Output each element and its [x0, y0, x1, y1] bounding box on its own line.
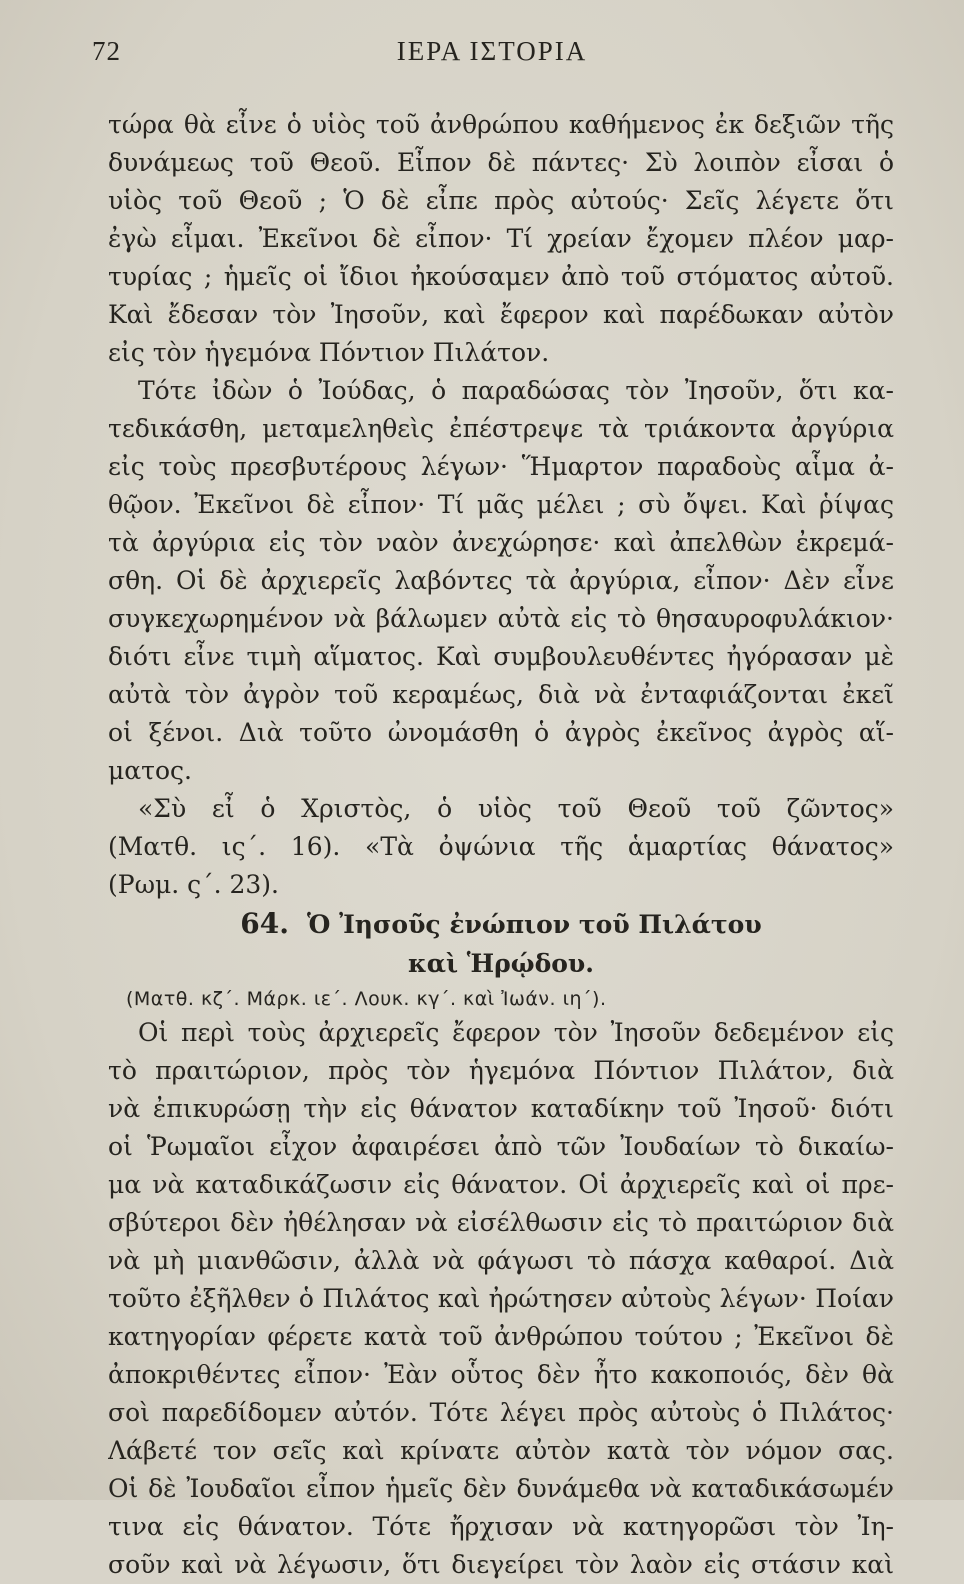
section-heading [108, 904, 894, 1014]
text-line: Οἱ περὶ τοὺς ἀρχιερεῖς ἔφερον τὸν Ἰησοῦν δεδεμένον εἰς [138, 1018, 894, 1047]
text-line: τοῦτο ἐξῆλθεν ὁ Πιλάτος καὶ ἠρώτησεν αὐτοὺς λέγων· Ποίαν [108, 1284, 894, 1313]
text-line: τυρίας ; ἡμεῖς οἱ ἴδιοι ἠκούσαμεν ἀπὸ τοῦ στόματος αὐτοῦ. [108, 262, 894, 291]
section-title: Ὁ Ἰησοῦς ἐνώπιον τοῦ Πιλάτου [307, 910, 762, 939]
text-line: σβύτεροι δὲν ἠθέλησαν νὰ εἰσέλθωσιν εἰς τὸ πραιτώριον διὰ [108, 1208, 894, 1237]
text-line: σοῦν καὶ νὰ λέγωσιν, ὅτι διεγείρει τὸν λαὸν εἰς στάσιν καὶ [108, 1550, 894, 1579]
text-line: διότι εἶνε τιμὴ αἵματος. Καὶ συμβουλευθέντες ἠγόρασαν μὲ [108, 642, 894, 671]
text-line: σθη. Οἱ δὲ ἀρχιερεῖς λαβόντες τὰ ἀργύρια, εἶπον· Δὲν εἶνε [108, 566, 894, 595]
section-number: 64. [240, 907, 290, 940]
text-line: νὰ ἐπικυρώσῃ τὴν εἰς θάνατον καταδίκην τοῦ Ἰησοῦ· διότι [108, 1094, 894, 1123]
text-line: σοὶ παρεδίδομεν αὐτόν. Τότε λέγει πρὸς αὐτοὺς ὁ Πιλάτος· [108, 1398, 894, 1427]
text-line: νὰ μὴ μιανθῶσιν, ἀλλὰ νὰ φάγωσι τὸ πάσχα καθαροί. Διὰ [108, 1246, 894, 1275]
text-line: ματος. [108, 756, 192, 785]
text-line: κατηγορίαν φέρετε κατὰ τοῦ ἀνθρώπου τούτου ; Ἐκεῖνοι δὲ [108, 1322, 894, 1351]
text-line: μα νὰ καταδικάζωσιν εἰς θάνατον. Οἱ ἀρχιερεῖς καὶ οἱ πρε- [108, 1170, 894, 1199]
section-64-text [108, 1014, 894, 1584]
running-title: ΙΕΡΑ ΙΣΤΟΡΙΑ [396, 36, 588, 66]
page-header [92, 36, 892, 76]
gospel-references: (Ματθ. κζ΄. Μάρκ. ιε΄. Λουκ. κγ΄. καὶ Ἰωάν. ιη΄). [126, 988, 607, 1010]
text-line: Οἱ δὲ Ἰουδαῖοι εἶπον ἡμεῖς δὲν δυνάμεθα νὰ καταδικάσωμέν [108, 1474, 894, 1503]
scripture-quote: (Ματθ. ις΄. 16). «Τὰ ὀψώνια τῆς ἁμαρτίας θάνατος» [108, 832, 894, 861]
text-line: ἐγὼ εἶμαι. Ἐκεῖνοι δὲ εἶπον· Τί χρείαν ἔχομεν πλέον μαρ- [108, 224, 894, 253]
scripture-reference: (Ρωμ. ς΄. 23). [108, 870, 280, 899]
text-line: Τότε ἰδὼν ὁ Ἰούδας, ὁ παραδώσας τὸν Ἰησοῦν, ὅτι κα- [138, 376, 894, 405]
text-line: συγκεχωρημένον νὰ βάλωμεν αὐτὰ εἰς τὸ θησαυροφυλάκιον· [108, 604, 894, 633]
text-line: οἱ ξένοι. Διὰ τοῦτο ὠνομάσθη ὁ ἀγρὸς ἐκεῖνος ἀγρὸς αἵ- [108, 718, 894, 747]
text-line: εἰς τὸν ἡγεμόνα Πόντιον Πιλάτον. [108, 338, 550, 367]
text-line: ἀποκριθέντες εἶπον· Ἐὰν οὗτος δὲν ἦτο κακοποιός, δὲν θὰ [108, 1360, 894, 1389]
text-block [108, 106, 894, 1584]
section-title-line2: καὶ Ἡρῴδου. [408, 949, 594, 978]
section-title-line1 [108, 904, 894, 944]
text-line: τεδικάσθη, μεταμεληθεὶς ἐπέστρεψε τὰ τριάκοντα ἀργύρια [108, 414, 894, 443]
text-line: Καὶ ἔδεσαν τὸν Ἰησοῦν, καὶ ἔφερον καὶ παρέδωκαν αὐτὸν [108, 300, 894, 329]
section-prev-text [108, 106, 894, 904]
text-line: τὸ πραιτώριον, πρὸς τὸν ἡγεμόνα Πόντιον Πιλάτον, διὰ [108, 1056, 894, 1085]
text-line: υἱὸς τοῦ Θεοῦ ; Ὁ δὲ εἶπε πρὸς αὐτούς· Σεῖς λέγετε ὅτι [108, 186, 894, 215]
page-number: 72 [92, 36, 121, 66]
text-line: τὰ ἀργύρια εἰς τὸν ναὸν ἀνεχώρησε· καὶ ἀπελθὼν ἐκρεμά- [108, 528, 894, 557]
text-line: εἰς τοὺς πρεσβυτέρους λέγων· Ἥμαρτον παραδοὺς αἷμα ἀ- [108, 452, 894, 481]
text-line: τινα εἰς θάνατον. Τότε ἤρχισαν νὰ κατηγορῶσι τὸν Ἰη- [108, 1512, 894, 1541]
text-line: τώρα θὰ εἶνε ὁ υἱὸς τοῦ ἀνθρώπου καθήμενος ἐκ δεξιῶν τῆς [108, 110, 894, 139]
text-line: θῷον. Ἐκεῖνοι δὲ εἶπον· Τί μᾶς μέλει ; σὺ ὄψει. Καὶ ῥίψας [108, 490, 894, 519]
text-line: δυνάμεως τοῦ Θεοῦ. Εἶπον δὲ πάντες· Σὺ λοιπὸν εἶσαι ὁ [108, 148, 894, 177]
text-line: οἱ Ῥωμαῖοι εἶχον ἀφαιρέσει ἀπὸ τῶν Ἰουδαίων τὸ δικαίω- [108, 1132, 894, 1161]
scripture-quote: «Σὺ εἶ ὁ Χριστὸς, ὁ υἱὸς τοῦ Θεοῦ τοῦ ζῶντος» [138, 794, 894, 823]
text-line: Λάβετέ τον σεῖς καὶ κρίνατε αὐτὸν κατὰ τὸν νόμον σας. [108, 1436, 894, 1465]
text-line: αὐτὰ τὸν ἀγρὸν τοῦ κεραμέως, διὰ νὰ ἐνταφιάζονται ἐκεῖ [108, 680, 894, 709]
